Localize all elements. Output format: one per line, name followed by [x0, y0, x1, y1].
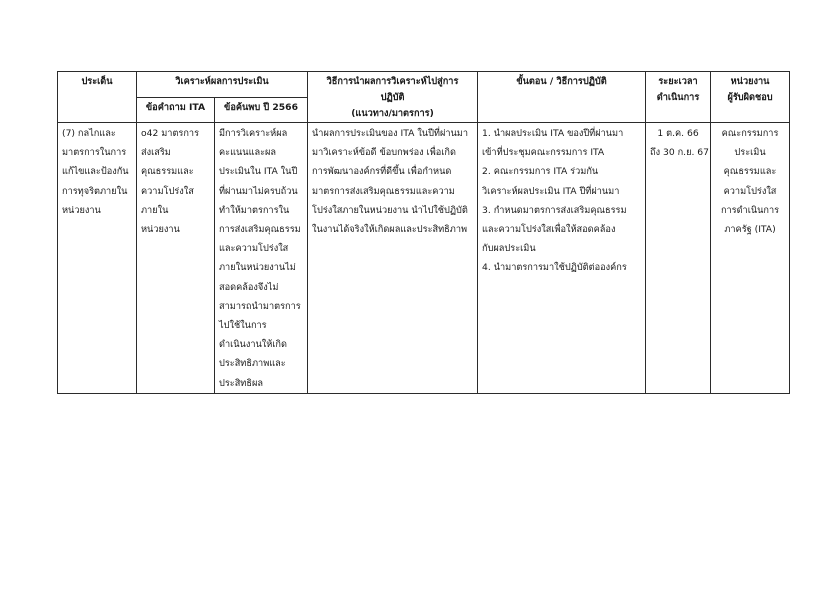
- cell-issue: (7) กลไกและ มาตรการในการ แก้ไขและป้องกัน การทุจริตภายใน หน่วยงาน: [58, 123, 137, 394]
- header-issue: ประเด็น: [58, 72, 137, 123]
- header-steps: ขั้นตอน / วิธีการปฏิบัติ: [478, 72, 646, 123]
- header-owner: หน่วยงาน ผู้รับผิดชอบ: [711, 72, 790, 123]
- table-row: [58, 123, 790, 394]
- header-row-top: [58, 72, 790, 98]
- cell-steps: 1. นำผลประเมิน ITA ของปีที่ผ่านมา เข้าที่ประชุมคณะกรรมการ ITA 2. คณะกรรมการ ITA ร่วมกัน วิเคราะห์ผลประเมิน ITA ปีที่ผ่านมา 3. กำหนดมาตรการส่งเสริมคุณธรรม และความโปร่งใสเพื่อให้สอดคล้อง กับผลประเมิน 4. นำมาตรการมาใช้ปฏิบัติต่อองค์กร: [478, 123, 646, 394]
- header-approach: วิธีการนำผลการวิเคราะห์ไปสู่การ ปฏิบัติ (แนวทาง/มาตรการ): [308, 72, 478, 123]
- header-analysis-group: วิเคราะห์ผลการประเมิน: [137, 72, 308, 98]
- cell-period: 1 ต.ค. 66 ถึง 30 ก.ย. 67: [646, 123, 711, 394]
- cell-owner: คณะกรรมการ ประเมิน คุณธรรมและ ความโปร่งใส การดำเนินการ ภาครัฐ (ITA): [711, 123, 790, 394]
- header-period: ระยะเวลา ดำเนินการ: [646, 72, 711, 123]
- cell-findings: มีการวิเคราะห์ผล คะแนนและผล ประเมินใน ITA ในปี ที่ผ่านมาไม่ครบถ้วน ทำให้มาตรการใน การส่งเสริมคุณธรรม และความโปร่งใส ภายในหน่วยงานไม่ สอดคล้องจึงไม่ สามารถนำมาตรการ ไปใช้ในการ ดำเนินงานให้เกิด ประสิทธิภาพและ ประสิทธิผล: [215, 123, 308, 394]
- cell-approach: นำผลการประเมินของ ITA ในปีที่ผ่านมา มาวิเคราะห์ข้อดี ข้อบกพร่อง เพื่อเกิด การพัฒนาองค์กรที่ดีขึ้น เพื่อกำหนด มาตรการส่งเสริมคุณธรรมและความ โปร่งใสภายในหน่วยงาน นำไปใช้ปฏิบัติ ในงานได้จริงให้เกิดผลและประสิทธิภาพ: [308, 123, 478, 394]
- cell-ita-question: o42 มาตรการ ส่งเสริม คุณธรรมและ ความโปร่งใส ภายใน หน่วยงาน: [137, 123, 215, 394]
- action-plan-table: [57, 71, 790, 394]
- header-ita-question: ข้อคำถาม ITA: [137, 97, 215, 123]
- header-findings: ข้อค้นพบ ปี 2566: [215, 97, 308, 123]
